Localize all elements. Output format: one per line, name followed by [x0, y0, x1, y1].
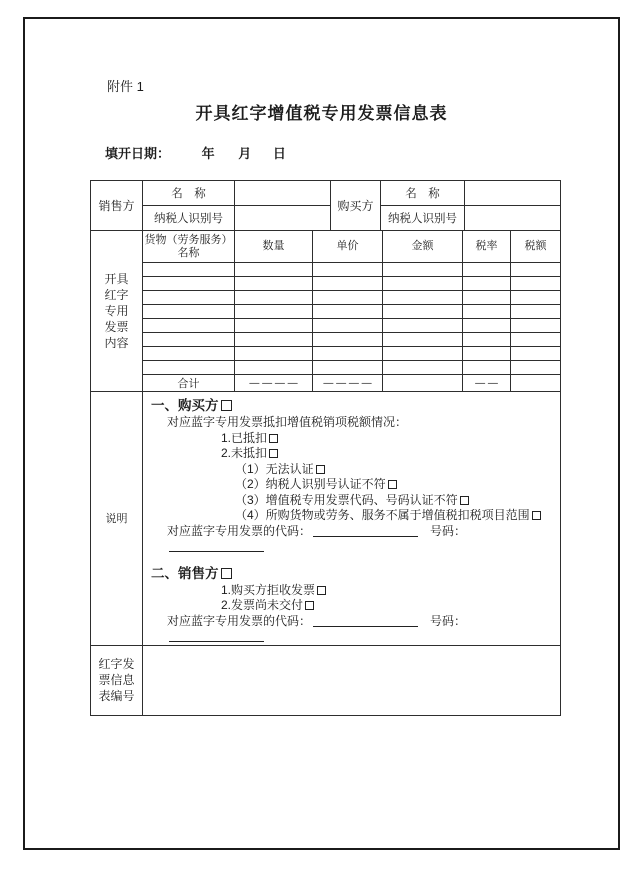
option-invoice-undelivered: 2.发票尚未交付	[221, 598, 556, 614]
item-cell[interactable]	[143, 361, 235, 375]
goods-header-row	[91, 231, 561, 263]
item-cell[interactable]	[511, 361, 561, 375]
checkbox-code-mismatch[interactable]	[460, 496, 469, 505]
option-buyer-rejected: 1.购买方拒收发票	[221, 583, 556, 599]
item-cell[interactable]	[383, 361, 463, 375]
seller-taxid-value[interactable]	[235, 206, 331, 231]
item-cell[interactable]	[511, 291, 561, 305]
item-cell[interactable]	[511, 277, 561, 291]
item-cell[interactable]	[235, 291, 313, 305]
item-row	[91, 347, 561, 361]
item-row	[91, 277, 561, 291]
item-row	[91, 361, 561, 375]
item-cell[interactable]	[143, 277, 235, 291]
seller-section-label: 销售方	[91, 181, 143, 231]
item-cell[interactable]	[313, 305, 383, 319]
item-cell[interactable]	[463, 277, 511, 291]
sub-option-cannot-certify: （1）无法认证	[235, 462, 556, 478]
column-header-tax-amount: 税额	[511, 231, 561, 263]
checkbox-buyer-rejected[interactable]	[317, 586, 326, 595]
item-cell[interactable]	[383, 305, 463, 319]
item-cell[interactable]	[143, 333, 235, 347]
item-row	[91, 291, 561, 305]
buyer-taxid-value[interactable]	[465, 206, 561, 231]
item-cell[interactable]	[143, 263, 235, 277]
form-number-row	[91, 645, 561, 715]
sub-option-taxid-mismatch: （2）纳税人识别号认证不符	[235, 477, 556, 493]
item-cell[interactable]	[383, 291, 463, 305]
seller-blue-invoice-code-blank[interactable]	[313, 615, 418, 627]
item-cell[interactable]	[313, 291, 383, 305]
item-row	[91, 305, 561, 319]
item-cell[interactable]	[313, 263, 383, 277]
date-day-label: 日	[272, 146, 286, 161]
option-not-deducted: 2.未抵扣	[221, 446, 556, 462]
item-cell[interactable]	[511, 263, 561, 277]
buyer-intro: 对应蓝字专用发票抵扣增值税销项税额情况：	[167, 415, 408, 429]
total-quantity: — — — —	[235, 375, 313, 392]
date-label: 填开日期：	[105, 146, 171, 161]
total-amount[interactable]	[383, 375, 463, 392]
item-cell[interactable]	[383, 333, 463, 347]
item-cell[interactable]	[143, 305, 235, 319]
item-cell[interactable]	[313, 333, 383, 347]
invoice-content-table	[90, 230, 561, 392]
item-row	[91, 263, 561, 277]
buyer-section-label: 购买方	[331, 181, 381, 231]
seller-option-heading: 二、销售方	[151, 565, 556, 583]
date-line	[105, 143, 286, 162]
notes-section-label: 说明	[91, 392, 143, 646]
checkbox-out-of-scope[interactable]	[532, 511, 541, 520]
item-cell[interactable]	[463, 305, 511, 319]
checkbox-seller[interactable]	[221, 568, 232, 579]
item-cell[interactable]	[463, 291, 511, 305]
item-cell[interactable]	[235, 347, 313, 361]
buyer-blue-invoice-line: 对应蓝字专用发票的代码： 号码：	[167, 524, 556, 555]
buyer-blue-invoice-number-blank[interactable]	[169, 540, 264, 552]
form-number-value[interactable]	[143, 645, 561, 715]
total-tax-rate: — —	[463, 375, 511, 392]
notes-content	[143, 392, 561, 646]
seller-name-label: 名 称	[143, 181, 235, 206]
item-row	[91, 333, 561, 347]
item-cell[interactable]	[383, 347, 463, 361]
invoice-content-section-label: 开具红字专用发票内容	[91, 231, 143, 392]
item-cell[interactable]	[143, 291, 235, 305]
column-header-quantity: 数量	[235, 231, 313, 263]
seller-taxid-label: 纳税人识别号	[143, 206, 235, 231]
column-header-unit-price: 单价	[313, 231, 383, 263]
checkbox-not-deducted[interactable]	[269, 449, 278, 458]
column-header-goods-name: 货物（劳务服务）名称	[143, 231, 235, 263]
item-cell[interactable]	[511, 347, 561, 361]
item-cell[interactable]	[383, 277, 463, 291]
seller-name-value[interactable]	[235, 181, 331, 206]
form-number-label: 红字发票信息表编号	[91, 645, 143, 715]
buyer-option-heading: 一、购买方	[151, 397, 556, 415]
item-cell[interactable]	[463, 333, 511, 347]
checkbox-cannot-certify[interactable]	[316, 465, 325, 474]
notes-table	[90, 391, 561, 646]
sub-option-code-mismatch: （3）增值税专用发票代码、号码认证不符	[235, 493, 556, 509]
buyer-blue-invoice-code-blank[interactable]	[313, 525, 418, 537]
checkbox-deducted[interactable]	[269, 434, 278, 443]
parties-table	[90, 180, 561, 231]
form-title: 开具红字增值税专用发票信息表	[195, 104, 448, 123]
buyer-name-value[interactable]	[465, 181, 561, 206]
notes-row	[91, 392, 561, 646]
item-cell[interactable]	[313, 361, 383, 375]
item-cell[interactable]	[511, 333, 561, 347]
checkbox-taxid-mismatch[interactable]	[388, 480, 397, 489]
total-label: 合计	[143, 375, 235, 392]
item-cell[interactable]	[143, 347, 235, 361]
table-row	[91, 181, 561, 206]
date-month-label: 月	[238, 146, 252, 161]
item-cell[interactable]	[143, 319, 235, 333]
item-cell[interactable]	[511, 319, 561, 333]
total-unit-price: — — — —	[313, 375, 383, 392]
total-tax-amount[interactable]	[511, 375, 561, 392]
form-number-table	[90, 645, 561, 716]
item-cell[interactable]	[463, 263, 511, 277]
item-cell[interactable]	[313, 319, 383, 333]
item-cell[interactable]	[235, 305, 313, 319]
buyer-name-label: 名 称	[381, 181, 465, 206]
form-body	[90, 180, 560, 716]
item-cell[interactable]	[235, 263, 313, 277]
sub-option-out-of-scope: （4）所购货物或劳务、服务不属于增值税扣税项目范围	[235, 508, 556, 524]
item-cell[interactable]	[463, 347, 511, 361]
item-row	[91, 319, 561, 333]
goods-tbody	[91, 231, 561, 392]
table-row	[91, 206, 561, 231]
total-row	[91, 375, 561, 392]
item-cell[interactable]	[463, 319, 511, 333]
page-frame	[23, 17, 620, 850]
item-cell[interactable]	[383, 263, 463, 277]
item-cell[interactable]	[235, 277, 313, 291]
seller-blue-invoice-line: 对应蓝字专用发票的代码： 号码：	[167, 614, 556, 645]
attachment-label: 附件 1	[107, 79, 144, 94]
buyer-taxid-label: 纳税人识别号	[381, 206, 465, 231]
item-cell[interactable]	[313, 347, 383, 361]
option-deducted: 1.已抵扣	[221, 431, 556, 447]
seller-blue-invoice-number-blank[interactable]	[169, 630, 264, 642]
checkbox-invoice-undelivered[interactable]	[305, 601, 314, 610]
item-cell[interactable]	[313, 277, 383, 291]
item-cell[interactable]	[383, 319, 463, 333]
checkbox-buyer[interactable]	[221, 400, 232, 411]
item-cell[interactable]	[235, 319, 313, 333]
item-cell[interactable]	[235, 361, 313, 375]
item-cell[interactable]	[235, 333, 313, 347]
column-header-amount: 金额	[383, 231, 463, 263]
date-year-label: 年	[201, 146, 215, 161]
item-cell[interactable]	[463, 361, 511, 375]
column-header-tax-rate: 税率	[463, 231, 511, 263]
item-cell[interactable]	[511, 305, 561, 319]
